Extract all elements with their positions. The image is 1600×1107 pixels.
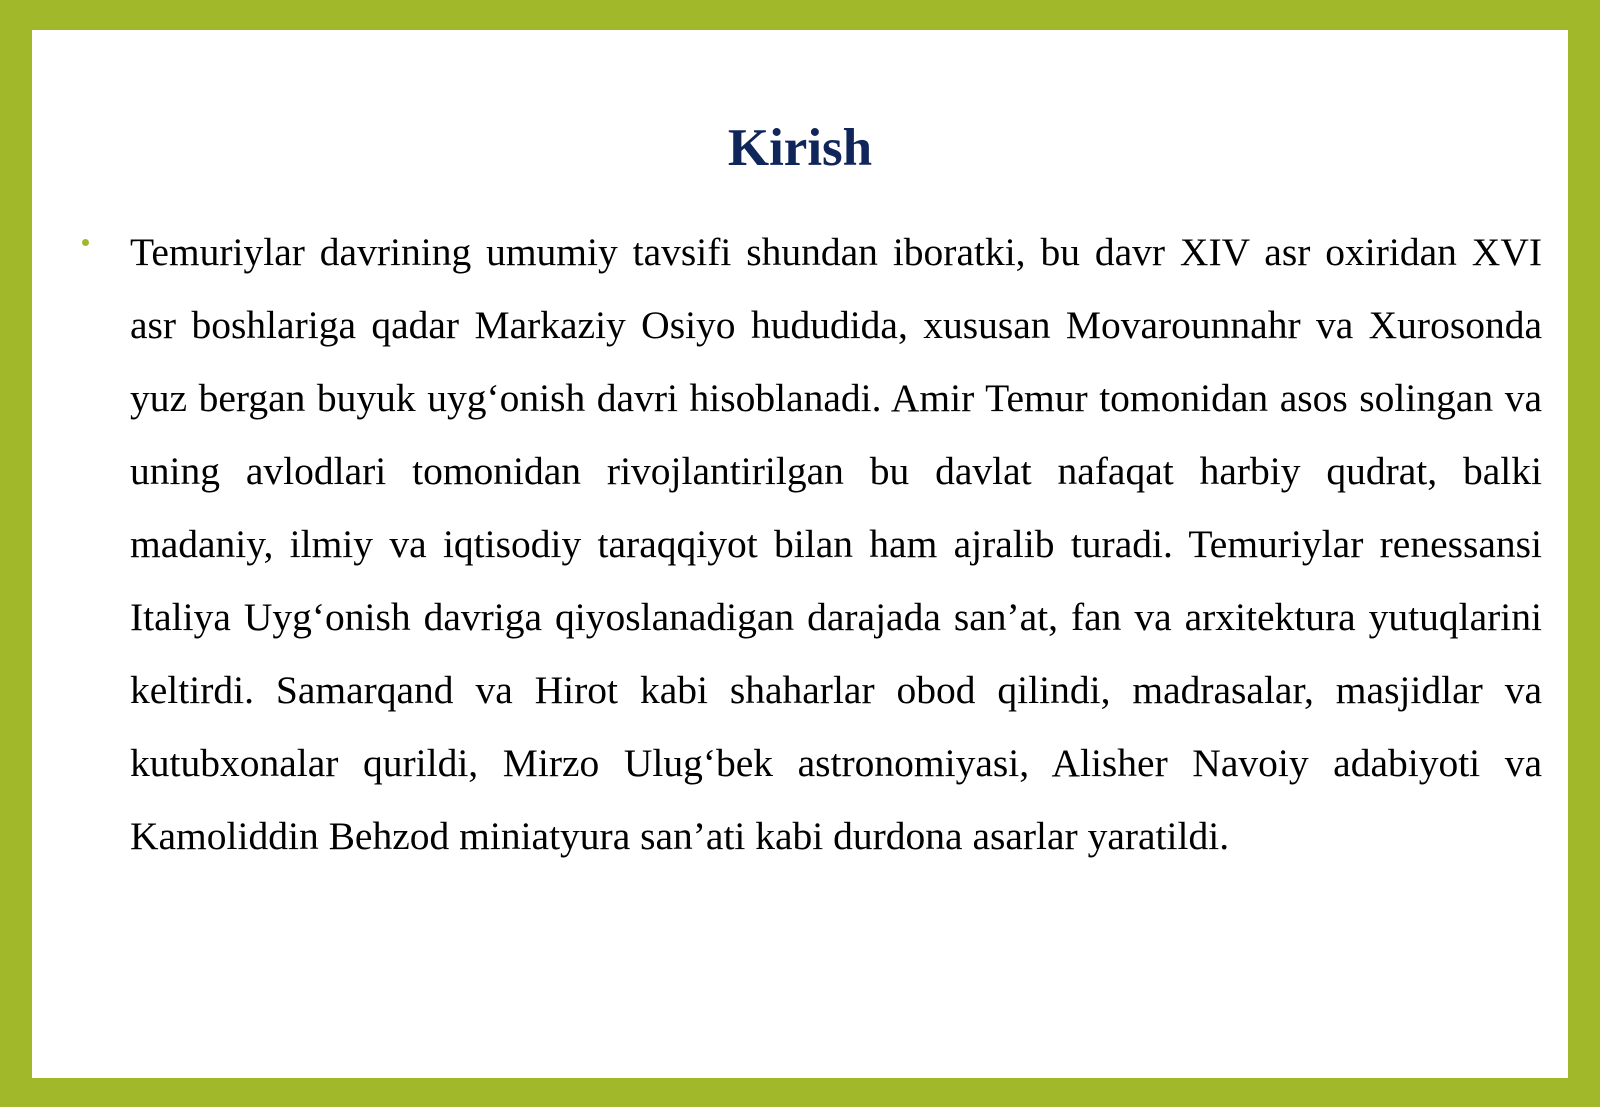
green-dot-icon — [82, 239, 89, 246]
slide-title: Kirish — [727, 119, 873, 177]
bullet-paragraph: Temuriylar davrining umumiy tavsifi shundan iboratki, bu davr XIV asr oxiridan XVI asr boshlariga qadar Markaziy Osiyo hududida, xususan Movarounnahr va Xurosonda yuz bergan buyuk uyg‘onish davri hisoblanadi. Amir Temur tomonidan asos solingan va uning avlodlari tomonidan rivojlantirilgan bu davlat nafaqat harbiy qudrat, balki madaniy, ilmiy va iqtisodiy taraqqiyot bilan ham ajralib turadi. Temuriylar renessansi Italiya Uyg‘onish davriga qiyoslanadigan darajada san’at, fan va arxitektura yutuqlarini keltirdi. Samarqand va Hirot kabi shaharlar obod qilindi, madrasalar, masjidlar va kutubxonalar qurildi, Mirzo Ulug‘bek astronomiyasi, Alisher Navoiy adabiyoti va Kamoliddin Behzod miniatyura san’ati kabi durdona asarlar yaratildi. — [130, 230, 1542, 858]
slide — [32, 30, 1568, 1078]
